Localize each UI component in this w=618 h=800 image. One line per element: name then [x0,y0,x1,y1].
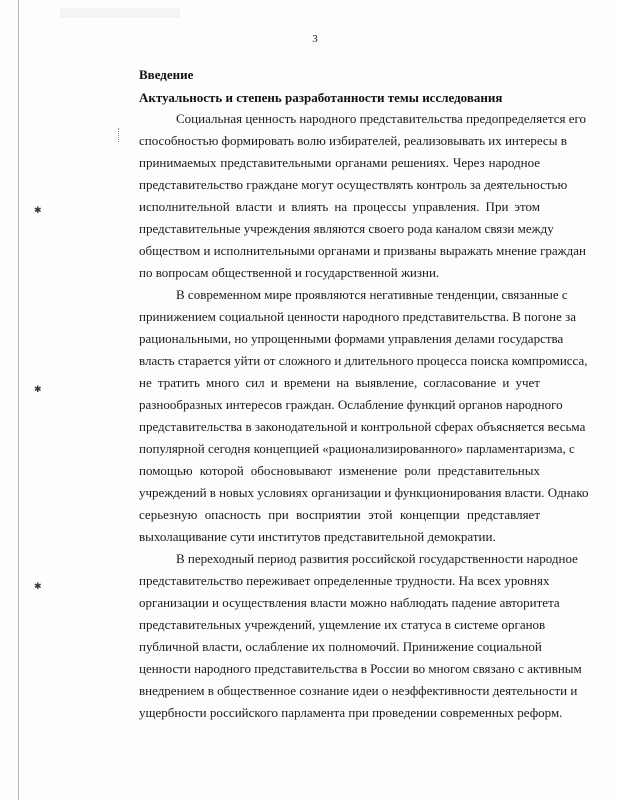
text-line: обществом и исполнительными органами и призваны выражать мнение граждан [139,243,586,258]
text-line: помощью которой обосновывают изменение роли представительных [139,463,540,478]
margin-mark: ✱ [34,385,42,395]
text-line: способностью формировать волю избирателей, реализовывать их интересы в [139,133,567,148]
text-line: рациональными, но упрощенными формами управления делами государства [139,331,564,346]
text-line: публичной власти, ослабление их полномочий. Принижение социальной [139,639,542,654]
text-line: исполнительной власти и влиять на процессы управления. При этом [139,199,540,214]
text-line: власть старается уйти от сложного и длительного процесса поиска компромисса, [139,353,588,368]
page-number: 3 [312,33,318,45]
margin-mark: ✱ [34,206,42,216]
text-line: представительство граждане могут осуществлять контроль за деятельностью [139,177,568,192]
text-line: представительные учреждения являются своего рода каналом связи между [139,221,554,236]
subsection-heading: Актуальность и степень разработанности темы исследования [139,90,503,105]
text-line: В переходный период развития российской государственности народное [176,551,578,566]
section-heading: Введение [139,67,194,82]
text-line: не тратить много сил и времени на выявление, согласование и учет [139,375,540,390]
text-line: представительство переживает определенные трудности. На всех уровнях [139,573,550,588]
scan-edge-line [18,0,19,800]
text-line: популярной сегодня концепцией «рационализированного» парламентаризма, с [139,441,575,456]
text-line: ущербности российского парламента при проведении современных реформ. [139,705,563,720]
text-line: организации и осуществления власти можно наблюдать падение авторитета [139,595,560,610]
margin-mark: ✱ [34,582,42,592]
scan-smudge [60,8,180,18]
text-line: учреждений в новых условиях организации и функционирования власти. Однако [139,485,589,500]
text-line: серьезную опасность при восприятии этой концепции представляет [139,507,540,522]
text-line: внедрением в общественное сознание идеи о неэффективности деятельности и [139,683,578,698]
text-line: Социальная ценность народного представительства предопределяется его [176,111,587,126]
text-line: представительных учреждений, ущемление их статуса в системе органов [139,617,546,632]
text-line: по вопросам общественной и государственной жизни. [139,265,440,280]
text-line: выхолащивание сути институтов представительной демократии. [139,529,496,544]
text-line: принижением социальной ценности народного представительства. В погоне за [139,309,576,324]
text-line: разнообразных интересов граждан. Ослабление функций органов народного [139,397,563,412]
text-line: представительства в законодательной и контрольной сферах объясняется весьма [139,419,586,434]
text-line: ценности народного представительства в России во многом связано с активным [139,661,582,676]
text-line: В современном мире проявляются негативные тенденции, связанные с [176,287,568,302]
margin-dots [118,128,125,142]
text-line: принимаемых представительными органами решениях. Через народное [139,155,540,170]
